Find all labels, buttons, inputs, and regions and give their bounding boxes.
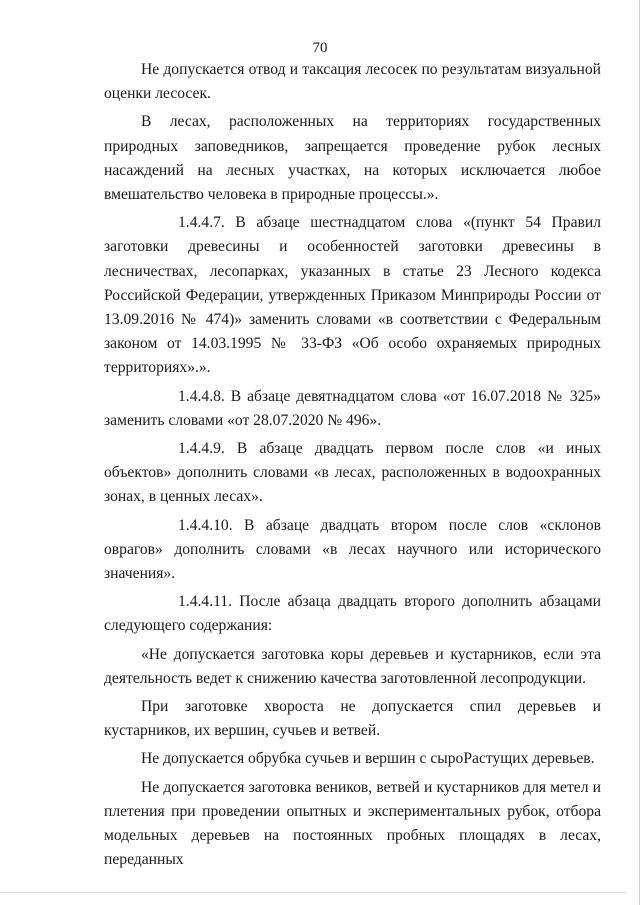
scan-edge-bottom xyxy=(0,892,626,893)
paragraph-text: Не допускается отвод и таксация лесосек по результатам визуальной оценки лесосек. xyxy=(104,61,601,103)
paragraph-text: В абзаце двадцать втором после слов «склонов оврагов» дополнить словами «в лесах научного или исторического значения». xyxy=(104,516,601,583)
paragraph-text: В абзаце девятнадцатом слова «от 16.07.2018 № 325» заменить словами «от 28.07.2020 № 496». xyxy=(104,387,602,429)
paragraph xyxy=(104,590,601,638)
paragraph xyxy=(104,776,601,873)
paragraph xyxy=(104,58,601,106)
paragraph xyxy=(104,747,601,771)
paragraph xyxy=(104,695,601,743)
paragraph xyxy=(104,643,601,691)
paragraph-text: Не допускается обрубка сучьев и вершин с сыроРастущих деревьев. xyxy=(141,750,595,768)
paragraph-text: После абзаца двадцать второго дополнить абзацами следующего содержания: xyxy=(104,593,601,635)
paragraph-text: В абзаце шестнадцатом слова «(пункт 54 Правил заготовки древесины и особенностей заготовки древесины в лесничествах, лесопарках, указанных в статье 23 Лесного кодекса Российской Федерации, утвержденных Приказом Минприроды России от 13.09.2016 № 474)» заменить словами «в соответствии с Федеральным законом от 14.03.1995 № 33-ФЗ «Об особо охраняемых природных территориях».». xyxy=(104,214,601,377)
page-number: 70 xyxy=(312,40,328,56)
paragraph-number: 1.4.4.7. xyxy=(178,214,225,232)
paragraph-number: 1.4.4.9. xyxy=(178,440,225,458)
paragraph xyxy=(104,437,601,510)
paragraph-text: «Не допускается заготовка коры деревьев и кустарников, если эта деятельность ведет к снижению качества заготовленной лесопродукции. xyxy=(104,645,601,687)
paragraph-text: Не допускается заготовка веников, ветвей и кустарников для метел и плетения при проведении опытных и экспериментальных рубок, отбора модельных деревьев на постоянных пробных площадях в лесах, переданных xyxy=(104,778,601,869)
paragraph xyxy=(104,211,601,380)
paragraph-number: 1.4.4.8. xyxy=(178,387,225,405)
paragraph-number: 1.4.4.10. xyxy=(178,516,233,534)
document-body xyxy=(104,58,601,877)
paragraph xyxy=(104,514,601,587)
paragraph-number: 1.4.4.11. xyxy=(178,593,232,611)
paragraph-text: При заготовке хвороста не допускается спил деревьев и кустарников, их вершин, сучьев и ветвей. xyxy=(104,698,601,740)
paragraph-text: В абзаце двадцать первом после слов «и иных объектов» дополнить словами «в лесах, расположенных в водоохранных зонах, в ценных лесах». xyxy=(104,440,601,506)
paragraph xyxy=(104,385,601,433)
paragraph xyxy=(104,110,601,207)
paragraph-text: В лесах, расположенных на территориях государственных природных заповедников, запрещается проведение рубок лесных насаждений на лесных участках, на которых исключается любое вмешательство человека в природные процессы.». xyxy=(104,113,601,204)
